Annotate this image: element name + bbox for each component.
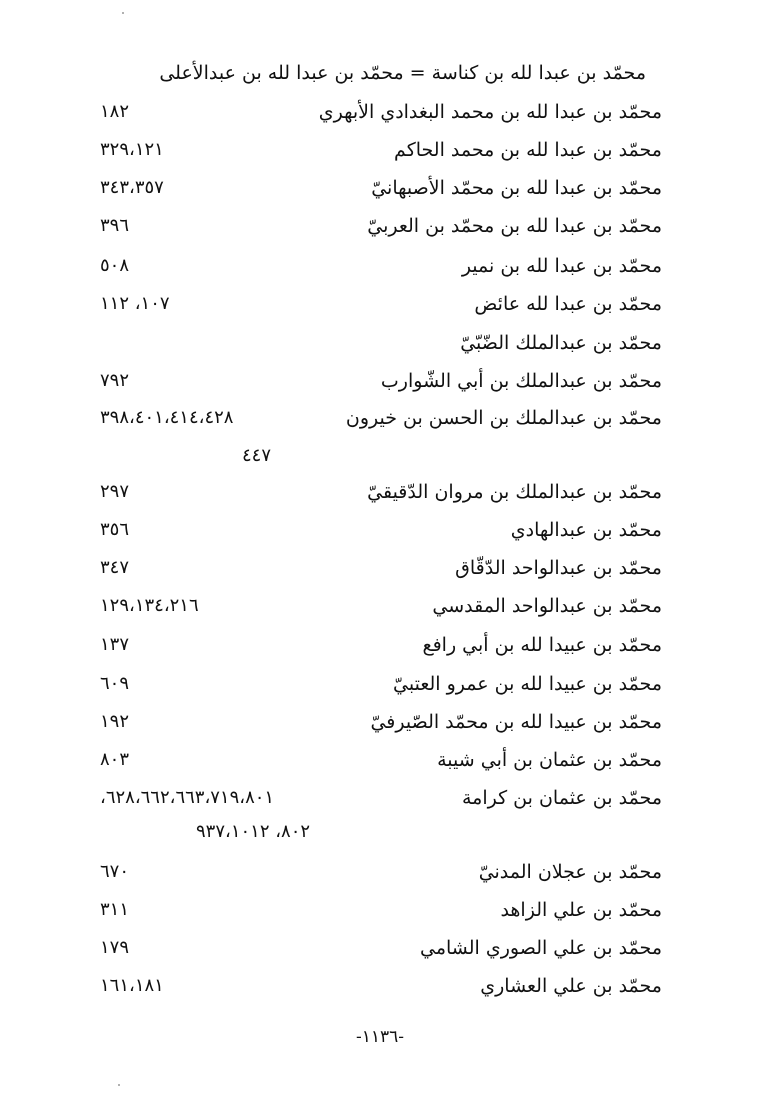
entry-name: محمّد بن عبدالواحد الدّقّاق (455, 557, 662, 579)
entry-name: محمّد بن عبدالملك بن أبي الشّوارب (380, 370, 662, 392)
index-entry-continuation (0, 439, 760, 473)
index-entry (0, 249, 760, 283)
entry-name: محمّد بن عبيدا لله بن محمّد الصّيرفيّ (370, 711, 662, 733)
index-entry (0, 667, 760, 701)
entry-name: محمّد بن عبدا لله بن محمّد الأصبهانيّ (371, 177, 662, 199)
entry-pages: ٣٤٣،٣٥٧ (100, 177, 164, 198)
index-entry (0, 969, 760, 1003)
entry-name: محمّد بن عبدا لله بن محمد الحاكم (394, 139, 662, 161)
index-entry (0, 95, 760, 129)
index-entry (0, 705, 760, 739)
entry-pages: ١٦١،١٨١ (100, 975, 164, 996)
entry-pages: ٤٤٧ (242, 445, 272, 466)
entry-pages: ٧٩٢ (100, 370, 130, 391)
entry-pages: ١٩٢ (100, 711, 130, 732)
index-entry (0, 475, 760, 509)
entry-name: محمّد بن عبيدا لله بن أبي رافع (422, 634, 662, 656)
entry-pages: ٦٢٨،٦٦٢،٦٦٣،٧١٩،٨٠١، (100, 787, 275, 808)
page-number: -١١٣٦- (355, 1027, 405, 1047)
index-entry (0, 931, 760, 965)
entry-name: محمّد بن عبدا لله بن نمير (461, 255, 662, 277)
entry-pages: ١٠٧، ١١٢ (100, 293, 170, 314)
index-entry (0, 551, 760, 585)
index-entry (0, 513, 760, 547)
index-entry (0, 781, 760, 815)
index-entry (0, 364, 760, 398)
entry-pages: ١٨٢ (100, 101, 130, 122)
entry-pages: ٣٥٦ (100, 519, 130, 540)
entry-pages: ٥٠٨ (100, 255, 130, 276)
index-entry (0, 893, 760, 927)
index-entry-continuation (0, 815, 760, 849)
index-entry (0, 171, 760, 205)
entry-name: محمّد بن عبدا لله بن محمّد بن العربيّ (367, 215, 662, 237)
entry-pages: ٨٠٣ (100, 749, 130, 770)
entry-name: محمّد بن عبدالملك الضّبّيّ (460, 332, 662, 354)
entry-name: محمّد بن عبيدا لله بن عمرو العتبيّ (393, 673, 662, 695)
entry-pages: ٣٩٦ (100, 215, 130, 236)
entry-pages: ٦٧٠ (100, 861, 130, 882)
entry-name: محمّد بن عجلان المدنيّ (478, 861, 662, 883)
entry-name: محمّد بن عبدا لله بن محمد البغدادي الأبهري (318, 101, 662, 123)
entry-name: محمّد بن عبدالهادي (510, 519, 662, 541)
entry-pages: ٦٠٩ (100, 673, 130, 694)
entry-pages: ٢٩٧ (100, 481, 130, 502)
entry-name: محمّد بن علي الزاهد (500, 899, 662, 921)
index-entry (0, 209, 760, 243)
index-entry (0, 628, 760, 662)
entry-name: محمّد بن عبدالملك بن مروان الدّقيقيّ (367, 481, 662, 503)
entry-name: محمّد بن علي الصوري الشامي (420, 937, 662, 959)
entry-pages: ٨٠٢، ٩٣٧،١٠١٢ (196, 821, 311, 842)
index-entry (0, 287, 760, 321)
entry-pages: ١٧٩ (100, 937, 130, 958)
index-entry (0, 133, 760, 167)
index-entry (0, 743, 760, 777)
entry-pages: ٣١١ (100, 899, 130, 920)
entry-name: محمّد بن عبدا لله عائض (474, 293, 662, 315)
entry-name: محمّد بن عثمان بن كرامة (461, 787, 662, 809)
index-entry (0, 326, 760, 360)
entry-pages: ١٣٧ (100, 634, 130, 655)
entry-pages: ١٢٩،١٣٤،٢١٦ (100, 595, 199, 616)
entry-name: محمّد بن عثمان بن أبي شيبة (437, 749, 662, 771)
entry-name: محمّد بن عبدا لله بن كناسة = محمّد بن عبدا لله بن عبدالأعلى (159, 62, 646, 84)
index-entry (0, 855, 760, 889)
entry-pages: ٣٤٧ (100, 557, 130, 578)
index-entry (0, 589, 760, 623)
entry-name: محمّد بن عبدالملك بن الحسن بن خيرون (345, 407, 662, 429)
index-entry (0, 401, 760, 435)
entry-pages: ٣٢٩،١٢١ (100, 139, 164, 160)
entry-pages: ٣٩٨،٤٠١،٤١٤،٤٢٨ (100, 407, 234, 428)
index-entry (0, 56, 760, 90)
entry-name: محمّد بن علي العشاري (480, 975, 662, 997)
entry-name: محمّد بن عبدالواحد المقدسي (432, 595, 662, 617)
